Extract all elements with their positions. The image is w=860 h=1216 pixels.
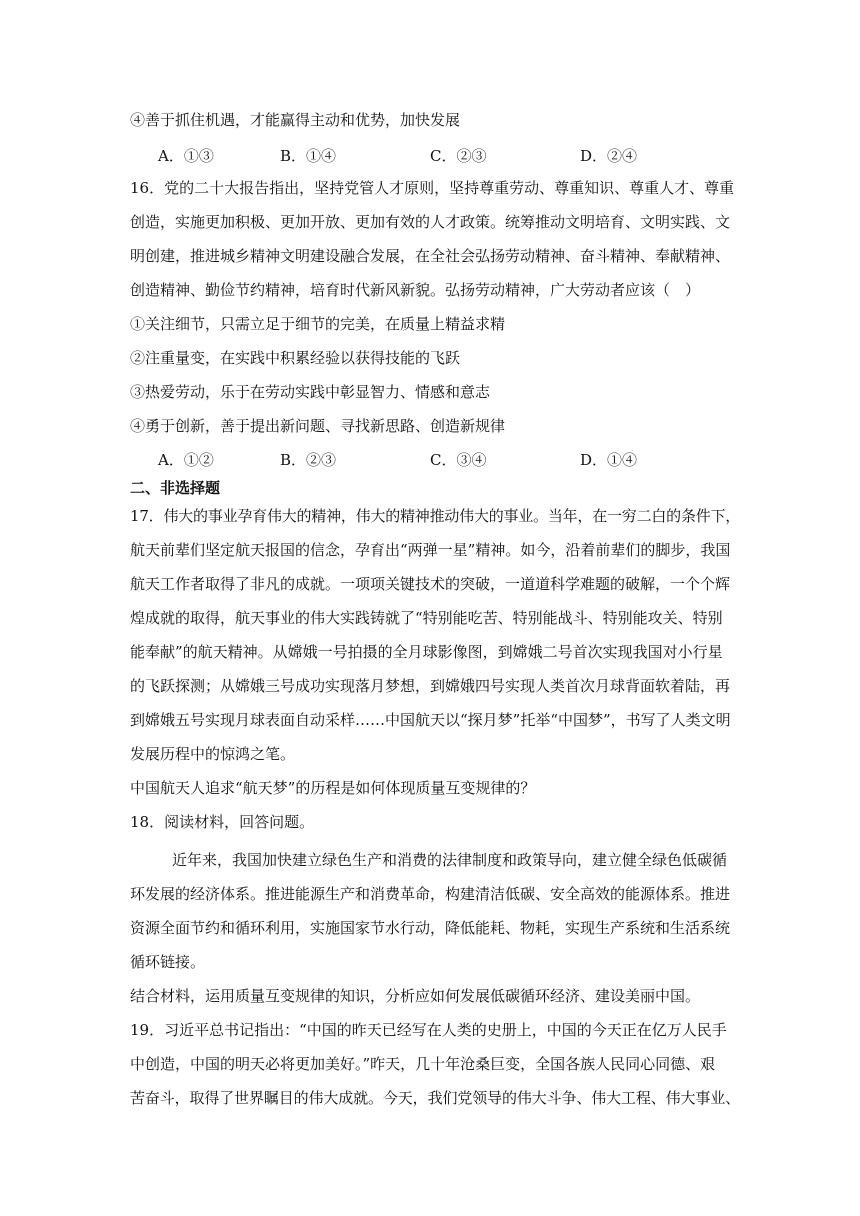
q17-stem-line: 航天工作者取得了非凡的成就。一项项关键技术的突破，一道道科学难题的破解，一个个辉 [130,575,731,593]
q16-stem-line: 明创建，推进城乡精神文明建设融合发展，在全社会弘扬劳动精神、奋斗精神、奉献精神、 [130,247,731,265]
q15-option-c: C．②③ [430,147,487,165]
q17-question: 中国航天人追求“航天梦”的历程是如何体现质量互变规律的？ [130,779,536,797]
q18-material-line: 环发展的经济体系。推进能源生产和消费革命，构建清洁低碳、安全高效的能源体系。推进 [130,885,731,903]
q17-stem-line: 发展历程中的惊鸿之笔。 [130,745,296,763]
q17-stem-line: 17．伟大的事业孕育伟大的精神，伟大的精神推动伟大的事业。当年，在一穷二白的条件下， [130,507,741,525]
q16-item-4: ④勇于创新，善于提出新问题、寻找新思路、创造新规律 [130,417,506,435]
q16-item-1: ①关注细节，只需立足于细节的完美，在质量上精益求精 [130,315,506,333]
section-heading: 二、非选择题 [130,479,221,497]
q17-stem-line: 煌成就的取得，航天事业的伟大实践铸就了“特别能吃苦、特别能战斗、特别能攻关、特别 [130,609,723,627]
q16-option-d: D．①④ [580,451,638,469]
q18-material-line: 循环链接。 [130,953,206,971]
q16-item-3: ③热爱劳动，乐于在劳动实践中彰显智力、情感和意志 [130,383,491,401]
q19-stem-line: 中创造，中国的明天必将更加美好。”昨天，几十年沧桑巨变，全国各族人民同心同德、艰 [130,1055,716,1073]
q16-stem-line: 16．党的二十大报告指出，坚持党管人才原则，坚持尊重劳动、尊重知识、尊重人才、尊重 [130,179,735,197]
q16-option-c: C．③④ [430,451,487,469]
q16-item-2: ②注重量变，在实践中积累经验以获得技能的飞跃 [130,349,461,367]
q17-stem-line: 到嫦娥五号实现月球表面自动采样……中国航天以“探月梦”托举“中国梦”，书写了人类文明 [130,711,731,729]
q18-intro: 18．阅读材料，回答问题。 [130,813,315,831]
q17-stem-line: 的飞跃探测；从嫦娥三号成功实现落月梦想，到嫦娥四号实现人类首次月球背面软着陆，再 [130,677,731,695]
q19-stem-line: 19．习近平总书记指出：“中国的昨天已经写在人类的史册上，中国的今天正在亿万人民手 [130,1021,727,1039]
q19-stem-line: 苦奋斗，取得了世界瞩目的伟大成就。今天，我们党领导的伟大斗争、伟大工程、伟大事业、 [130,1089,741,1107]
q17-stem-line: 能奉献”的航天精神。从嫦娥一号拍摄的全月球影像图，到嫦娥二号首次实现我国对小行星 [130,643,723,661]
q18-question: 结合材料，运用质量互变规律的知识，分析应如何发展低碳循环经济、建设美丽中国。 [130,987,701,1005]
q16-stem-line: 创造精神、勤俭节约精神，培育时代新风新貌。弘扬劳动精神，广大劳动者应该（ ） [130,281,701,299]
q16-option-b: B．②③ [280,451,337,469]
q17-stem-line: 航天前辈们坚定航天报国的信念，孕育出“两弹一星”精神。如今，沿着前辈们的脚步，我国 [130,541,731,559]
q16-option-a: A．①② [158,451,214,469]
q15-option-a: A．①③ [158,147,214,165]
q18-material-line: 近年来，我国加快建立绿色生产和消费的法律制度和政策导向，建立健全绿色低碳循 [172,851,728,869]
q15-option-b: B．①④ [280,147,337,165]
q16-stem-line: 创造，实施更加积极、更加开放、更加有效的人才政策。统筹推动文明培育、文明实践、文 [130,213,731,231]
q15-option-d: D．②④ [580,147,638,165]
q18-material-line: 资源全面节约和循环利用，实施国家节水行动，降低能耗、物耗，实现生产系统和生活系统 [130,919,731,937]
q15-item-4: ④善于抓住机遇，才能赢得主动和优势，加快发展 [130,111,461,129]
